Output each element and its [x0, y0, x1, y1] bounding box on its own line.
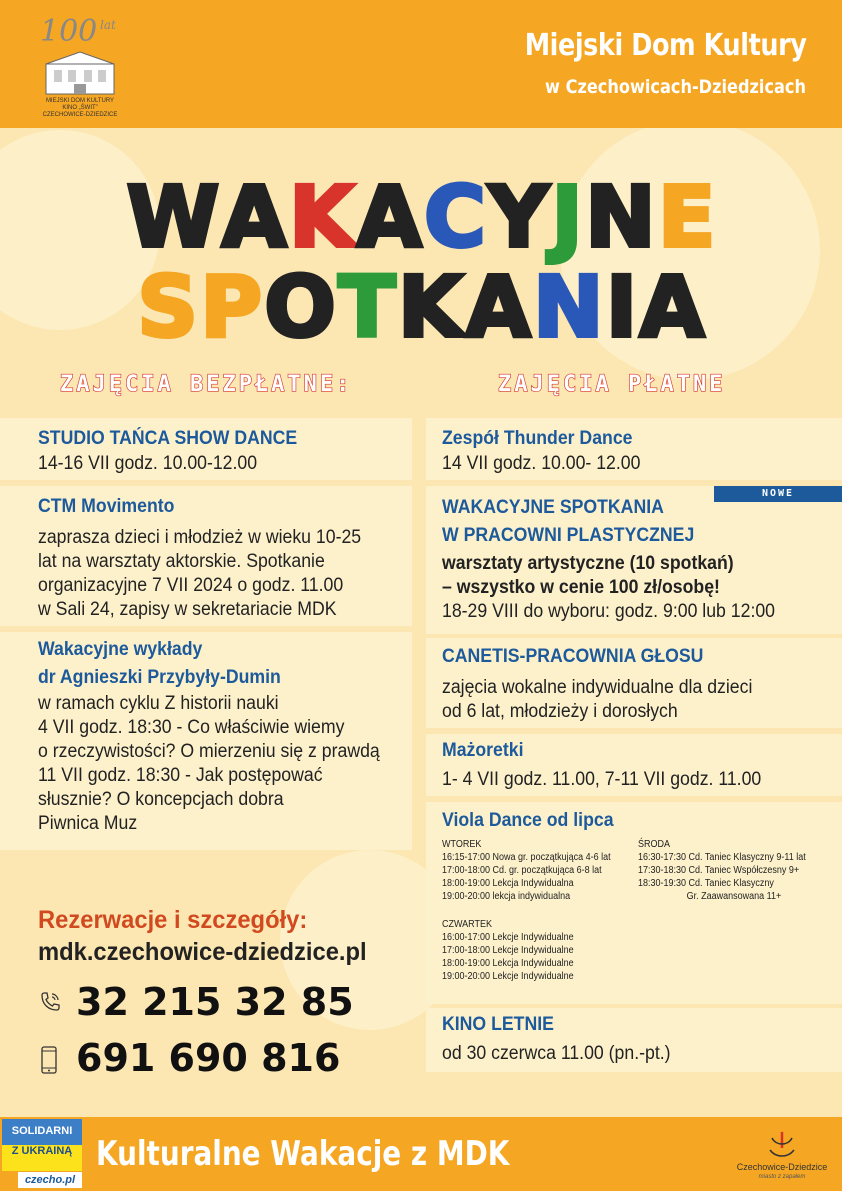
- building-icon: [44, 50, 116, 96]
- header-bar: [0, 0, 842, 128]
- title-letter: A: [221, 168, 287, 266]
- free-section-heading: ZAJĘCIA BEZPŁATNE:: [60, 372, 353, 397]
- schedule-wednesday: ŚRODA 16:30-17:30 Cd. Taniec Klasyczny 9-11 lat 17:30-18:30 Cd. Taniec Współczesny 9+ 18:30-19:30 Cd. Taniec Klasyczny Gr. Zaawansowana 11+: [638, 839, 806, 902]
- title-letter: A: [639, 258, 705, 356]
- box-kino-letnie: [426, 1008, 842, 1072]
- box-title: KINO LETNIE: [442, 1014, 554, 1035]
- title-letter: T: [338, 258, 396, 356]
- box-viola-dance: [426, 802, 842, 1004]
- box-text: zajęcia wokalne indywidualne dla dzieci od 6 lat, młodzieży i dorosłych: [442, 677, 753, 722]
- reservation-title: Rezerwacje i szczegóły:: [38, 906, 308, 934]
- city-logo: Czechowice-Dziedzice miasto z zapałem: [730, 1128, 834, 1186]
- footer-bar: [0, 1117, 842, 1191]
- title-letter: W: [126, 168, 220, 266]
- box-text: w ramach cyklu Z historii nauki 4 VII godz. 18:30 - Co właściwie wiemy o rzeczywistości? O mierzeniu się z prawdą 11 VII godz. 18:30 - Jak postępować słusznie? O koncepcjach dobra Piwnica Muz: [38, 693, 380, 834]
- title-letter: Y: [488, 168, 550, 266]
- czecho-logo: czecho.pl: [18, 1172, 82, 1188]
- box-title: STUDIO TAŃCA SHOW DANCE: [38, 428, 298, 449]
- box-ctm-movimento: [0, 486, 412, 626]
- paid-section-heading: ZAJĘCIA PŁATNE: [498, 372, 726, 397]
- phone-icon: [38, 990, 62, 1014]
- title-letter: E: [658, 168, 716, 266]
- title-letter: K: [398, 258, 464, 356]
- box-title: Zespół Thunder Dance: [442, 428, 633, 449]
- schedule-tuesday: WTOREK 16:15-17:00 Nowa gr. początkująca 4-6 lat 17:00-18:00 Cd. gr. początkująca 6-8 lat 18:00-19:00 Lekcja Indywidualna 19:00-20:00 lekcja indywidualna: [442, 839, 611, 902]
- solidarni-ukraina-badge: SOLIDARNI Z UKRAINĄ: [2, 1119, 82, 1171]
- mdk-logo: [30, 14, 130, 118]
- box-wyklady: [0, 632, 412, 850]
- title-letter: K: [289, 168, 355, 266]
- title-letter: A: [356, 168, 422, 266]
- phone-number[interactable]: 32 215 32 85: [76, 980, 354, 1024]
- logo-number: 100: [40, 14, 98, 49]
- box-title: Mażoretki: [442, 740, 524, 761]
- box-title: Viola Dance od lipca: [442, 810, 614, 831]
- title-letter: S: [137, 258, 198, 356]
- box-title: CANETIS-PRACOWNIA GŁOSU: [442, 646, 704, 667]
- logo-caption: MIEJSKI DOM KULTURY KINO „ŚWIT” CZECHOWICE-DZIEDZICE: [42, 98, 118, 118]
- box-text: 18-29 VIII do wyboru: godz. 9:00 lub 12:00: [442, 601, 776, 622]
- box-text: zaprasza dzieci i młodzież w wieku 10-25 lat na warsztaty aktorskie. Spotkanie organizacyjne 7 VII 2024 o godz. 11.00 w Sali 24, zapisy w sekretariacie MDK: [38, 527, 362, 620]
- box-canetis: [426, 638, 842, 728]
- schedule-thursday: CZWARTEK 16:00-17:00 Lekcje Indywidualne 17:00-18:00 Lekcje Indywidualne 18:00-19:00 Lekcja Indywidualne 19:00-20:00 Lekcje Indywidualne: [442, 919, 574, 982]
- mobile-number[interactable]: 691 690 816: [76, 1036, 341, 1080]
- box-pracownia-plastyczna: [426, 486, 842, 634]
- box-text: 14-16 VII godz. 10.00-12.00: [38, 453, 258, 474]
- title-letter: C: [424, 168, 486, 266]
- box-title: WAKACYJNE SPOTKANIA W PRACOWNI PLASTYCZNEJ: [442, 497, 695, 546]
- title-line-2: [0, 258, 842, 356]
- box-mazoretki: [426, 734, 842, 796]
- logo-lat: lat: [100, 18, 116, 32]
- title-letter: N: [585, 168, 656, 266]
- box-title: CTM Movimento: [38, 496, 175, 517]
- header-subtitle: w Czechowicach-Dziedzicach: [545, 76, 806, 98]
- box-bold-text: warsztaty artystyczne (10 spotkań) – wszystko w cenie 100 zł/osobę!: [442, 553, 734, 598]
- box-thunder-dance: [426, 418, 842, 480]
- title-line-1: [0, 168, 842, 266]
- box-title: Wakacyjne wykłady dr Agnieszki Przybyły-Dumin: [38, 639, 281, 688]
- city-emblem-icon: [766, 1128, 798, 1162]
- mobile-phone-icon: [40, 1046, 58, 1074]
- website-link[interactable]: mdk.czechowice-dziedzice.pl: [38, 938, 367, 966]
- box-text: 1- 4 VII godz. 11.00, 7-11 VII godz. 11.00: [442, 769, 762, 790]
- new-badge: NOWE: [714, 486, 842, 502]
- title-letter: P: [200, 258, 262, 356]
- title-letter: A: [465, 258, 531, 356]
- title-letter: J: [551, 168, 583, 266]
- box-text: od 30 czerwca 11.00 (pn.-pt.): [442, 1043, 671, 1064]
- title-letter: I: [605, 258, 638, 356]
- box-text: 14 VII godz. 10.00- 12.00: [442, 453, 641, 474]
- footer-title: Kulturalne Wakacje z MDK: [96, 1134, 510, 1174]
- box-studio-tanca: [0, 418, 412, 480]
- title-letter: N: [533, 258, 604, 356]
- title-letter: O: [264, 258, 336, 356]
- header-title: Miejski Dom Kultury: [524, 28, 806, 63]
